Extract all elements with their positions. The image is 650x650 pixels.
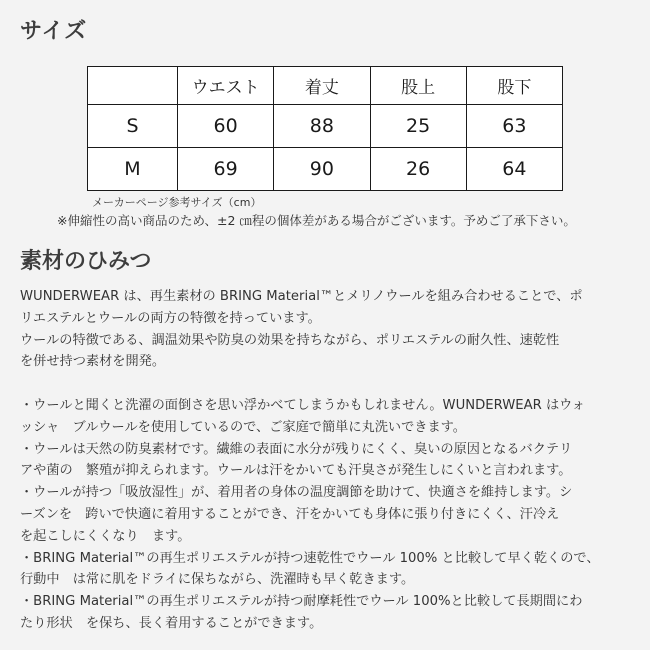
size-table-cell: 69 [178,148,274,191]
material-line: WUNDERWEAR は、再生素材の BRING Material™とメリノウールを組み合わせることで、ポ [20,289,583,304]
material-line: ・BRING Material™の再生ポリエステルが持つ速乾性でウール 100% と比較して早く乾くので、 [20,550,600,566]
material-line: を起こしにくくなり ます。 [20,528,191,544]
material-line: 行動中 は常に肌をドライに保ちながら、洗濯時も早く乾きます。 [20,572,415,588]
material-line: たり形状 を保ち、長く着用することができます。 [20,615,323,631]
size-table-row-m [88,148,563,191]
size-table-header-rise: 股上 [370,67,466,105]
material-line: ・ウールが持つ「吸放湿性」が、着用者の身体の温度調節を助けて、快適さを維持します。シ [20,485,573,501]
paragraph-gap [20,373,636,395]
size-table-header-cell [88,67,178,105]
material-line: ・BRING Material™の再生ポリエステルが持つ耐摩耗性でウール 100%と比較して長期間にわ [20,594,583,610]
size-table-header-row [88,67,563,105]
material-line: ッシャ ブルウールを使用しているので、ご家庭で簡単に丸洗いできます。 [20,419,466,435]
size-table [87,66,563,191]
size-table-cell: 60 [178,105,274,148]
material-line: を併せ持つ素材を開発。 [20,354,166,370]
size-table-caption: メーカーページ参考サイズ（cm） [92,196,262,209]
size-table-header-length: 着丈 [274,67,370,105]
size-table-cell: 26 [370,148,466,191]
material-heading: 素材のひみつ [20,249,152,274]
size-table-header-inseam: 股下 [466,67,562,105]
size-table-cell: 64 [466,148,562,191]
size-table-cell: 25 [370,105,466,148]
material-line: ウールの特徴である、調温効果や防臭の効果を持ちながら、ポリエステルの耐久性、速乾性 [20,332,560,348]
size-table-header-waist: ウエスト [178,67,274,105]
size-table-cell: M [88,148,178,191]
material-line: リエステルとウールの両方の特徴を持っています。 [20,310,321,326]
material-line: ーズンを 跨いで快適に着用することができ、汗をかいても身体に張り付きにくく、汗冷え [20,506,560,522]
material-description [20,286,636,635]
size-table-cell: 90 [274,148,370,191]
material-line: アや菌の 繁殖が抑えられます。ウールは汗をかいても汗臭さが発生しにくいと言われます。 [20,463,572,479]
size-table-row-s [88,105,563,148]
size-table-cell: 63 [466,105,562,148]
material-line: ・ウールと聞くと洗濯の面倒さを思い浮かべてしまうかもしれません。WUNDERWEAR はウォ [20,397,585,413]
size-table-cell: S [88,105,178,148]
size-heading: サイズ [20,19,88,44]
size-variance-note: ※伸縮性の高い商品のため、±2 ㎝程の個体差がある場合がございます。予めご了承下さい。 [57,213,576,228]
size-table-cell: 88 [274,105,370,148]
material-line: ・ウールは天然の防臭素材です。繊維の表面に水分が残りにくく、臭いの原因となるバクテリ [20,441,573,457]
